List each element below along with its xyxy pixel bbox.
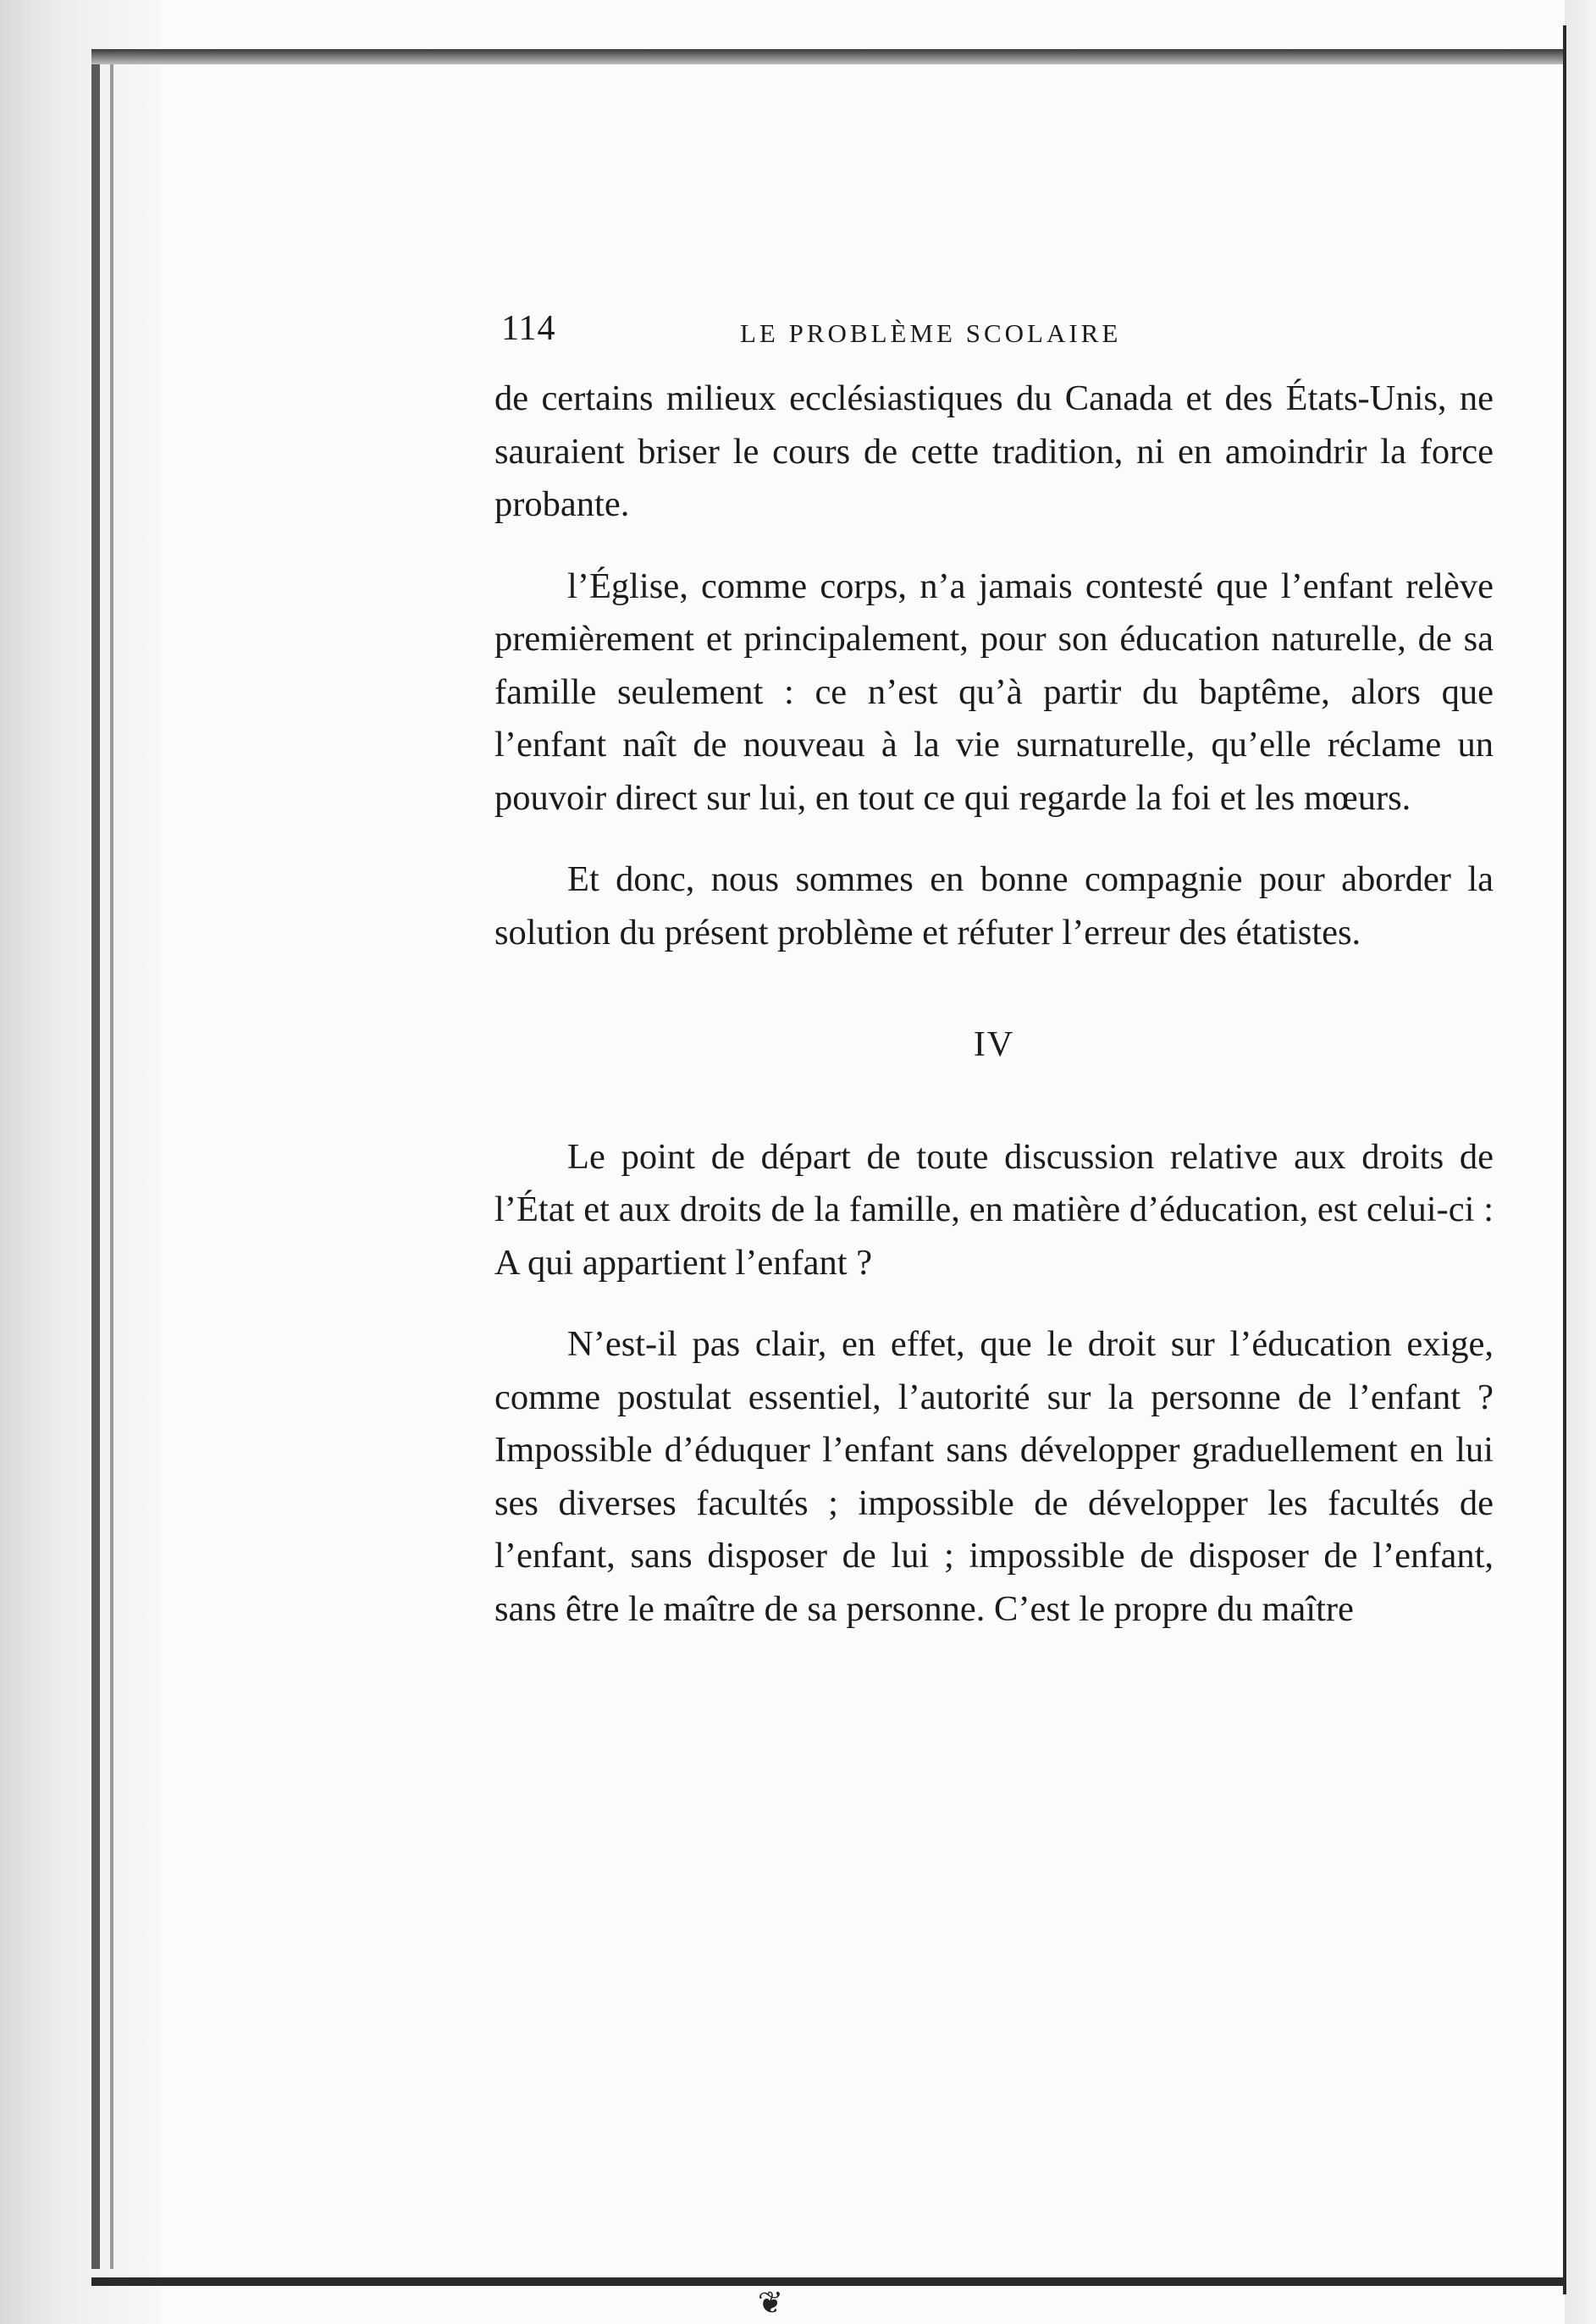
page-number: 114: [501, 309, 556, 348]
running-title: LE PROBLÈME SCOLAIRE: [740, 318, 1122, 348]
body-text: [494, 373, 1494, 1636]
page-content: [494, 296, 1494, 1636]
top-page-edge: [91, 49, 1565, 64]
bottom-border-line: [91, 2277, 1566, 2286]
running-head: [494, 296, 1494, 364]
paragraph: Le point de départ de toute discussion relative aux droits de l’État et aux droits de la famille, en matière d’éducation, est celui-ci : A qui appartient l’enfant ?: [494, 1136, 1494, 1283]
paragraph: Et donc, nous sommes en bonne compagnie pour aborder la solution du présent problème et réfuter l’erreur des étatistes.: [494, 859, 1494, 952]
binding-shadow: [91, 51, 100, 2269]
paragraph: N’est-il pas clair, en effet, que le droit sur l’éducation exige, comme postulat essentiel, l’autorité sur la personne de l’enfant ? Impossible d’éduquer l’enfant sans développer graduellement en lui ses diverses facultés ; impossible de développer les facultés de l’enfant, sans disposer de lui ; impossible de disposer de l’enfant, sans être le maître de sa personne. C’est le propre du maître: [494, 1324, 1494, 1629]
right-border-line: [1563, 25, 1566, 2294]
right-page-edge: [1565, 0, 1596, 2324]
paragraph: de certains milieux ecclésiastiques du Canada et des États-Unis, ne sauraient briser le cours de cette tradition, ni en amoindrir la force probante.: [494, 378, 1494, 524]
section-heading: IV: [973, 1025, 1015, 1064]
ornament-icon: ❦: [757, 2286, 784, 2320]
binding-line: [110, 51, 113, 2269]
left-page-edge: [0, 0, 161, 2324]
paragraph: l’Église, comme corps, n’a jamais contesté que l’enfant relève premièrement et principalement, pour son éducation naturelle, de sa famille seulement : ce n’est qu’à partir du baptême, alors que l’enfant naît de nouveau à la vie surnaturelle, qu’elle réclame un pouvoir direct sur lui, en tout ce qui regarde la foi et les mœurs.: [494, 566, 1494, 818]
